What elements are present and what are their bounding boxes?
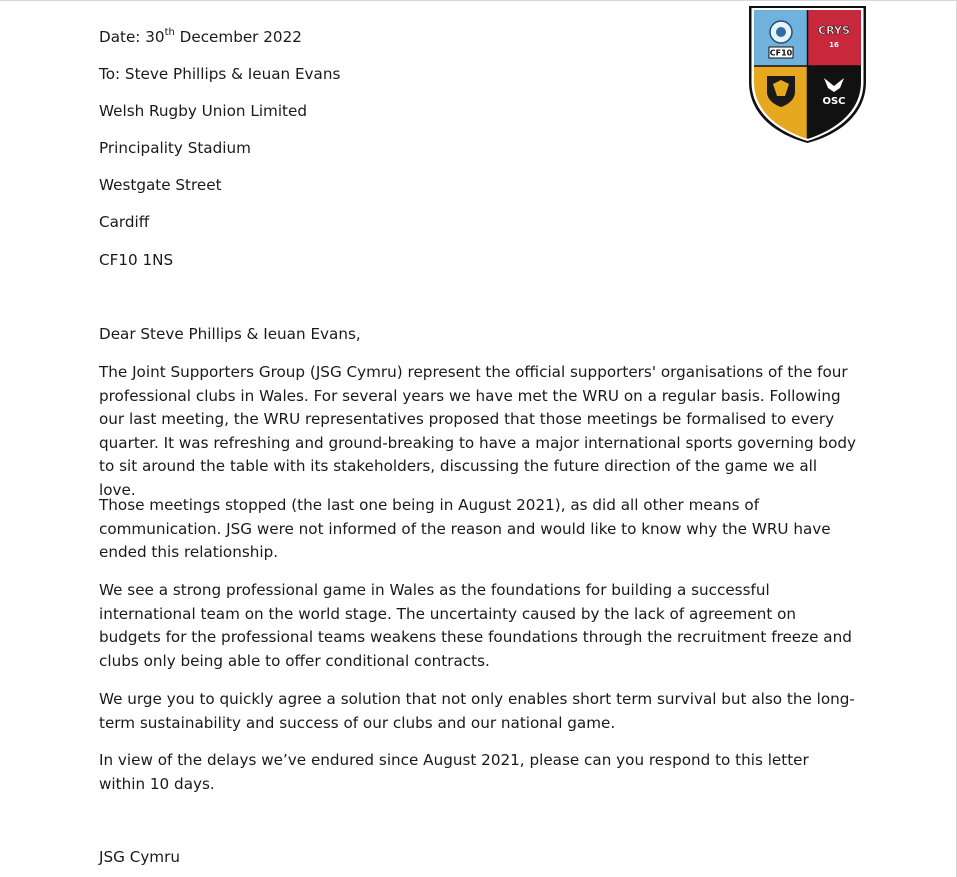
address-line-street: Westgate Street bbox=[99, 176, 222, 194]
paragraph-1: The Joint Supporters Group (JSG Cymru) represent the official supporters' organisations of the four professional clubs in Wales. For several years we have met the WRU on a regular basis. Following our last meeting, the WRU representatives proposed that those meetings be formalised to every quarter. It was refreshing and ground-breaking to have a major international sports governing body to sit around the table with its stakeholders, discussing the future direction of the game we all love. bbox=[99, 363, 856, 499]
crys-number: 16 bbox=[829, 41, 839, 49]
crys-label: CRYS bbox=[818, 24, 850, 37]
letter-recipients: To: Steve Phillips & Ieuan Evans bbox=[99, 65, 341, 83]
letter-salutation: Dear Steve Phillips & Ieuan Evans, bbox=[99, 325, 361, 343]
letter-signature: JSG Cymru bbox=[99, 848, 180, 866]
crest-quarter-scarlets bbox=[808, 10, 862, 66]
address-line-postcode: CF10 1NS bbox=[99, 251, 174, 269]
paragraph-5: In view of the delays we’ve endured since August 2021, please can you respond to this letter within 10 days. bbox=[99, 751, 809, 793]
address-line-city: Cardiff bbox=[99, 213, 150, 231]
paragraph-2: Those meetings stopped (the last one being in August 2021), as did all other means of communication. JSG were not informed of the reason and would like to know why the WRU have ended this relationship. bbox=[99, 496, 831, 561]
cardiff-emblem-core-icon bbox=[776, 27, 786, 37]
page-top-border bbox=[0, 0, 957, 1]
letter-date: Date: 30th December 2022 bbox=[99, 26, 302, 46]
osc-label: OSC bbox=[822, 96, 846, 107]
paragraph-4: We urge you to quickly agree a solution that not only enables short term survival but also the long-term sustainability and success of our clubs and our national game. bbox=[99, 690, 855, 732]
cf10-label: CF10 bbox=[769, 48, 793, 58]
paragraph-3: We see a strong professional game in Wales as the foundations for building a successful international team on the world stage. The uncertainty caused by the lack of agreement on budgets for the professional teams weakens these foundations through the recruitment freeze and clubs only being able to offer conditional contracts. bbox=[99, 581, 852, 670]
address-line-organisation: Welsh Rugby Union Limited bbox=[99, 102, 307, 120]
address-line-venue: Principality Stadium bbox=[99, 139, 251, 157]
jsg-cymru-crest-logo bbox=[747, 4, 868, 144]
